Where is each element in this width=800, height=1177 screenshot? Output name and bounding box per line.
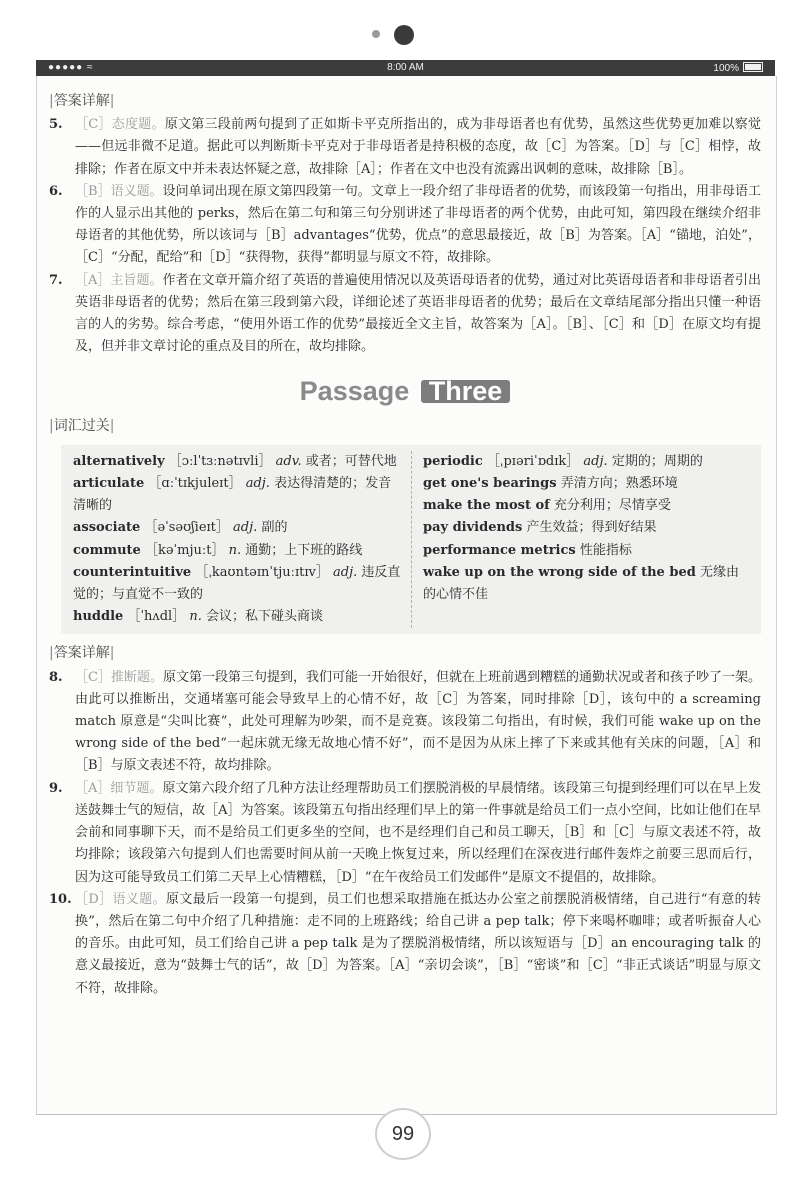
page-content bbox=[49, 90, 761, 1000]
answer-number: 10. bbox=[49, 891, 72, 907]
vocab-definition: 或者；可替代地 bbox=[305, 453, 397, 469]
vocab-word: make the most of bbox=[423, 498, 550, 514]
answers-heading-1: |答案详解| bbox=[49, 93, 115, 109]
vocab-heading: |词汇过关| bbox=[49, 417, 115, 434]
answer-text: 作者在文章开篇介绍了英语的普遍使用情况以及英语母语者的优势，通过对比英语母语者和非母语者引出英语非母语者的优势；然后在第三段到第六段，详细论述了英语非母语者的优势；最后在文章结尾部分指出只懂一种语言的人的劣势。综合考虑，“使用外语工作的优势”最接近全文主旨，故答案为［A］。［B］、［C］和［D］在原文均有提及，但并非文章讨论的重点及目的所在，故均排除。 bbox=[75, 272, 761, 355]
answer-tag: ［C］态度题。 bbox=[75, 117, 165, 133]
answer-item bbox=[49, 181, 761, 270]
answer-number: 8. bbox=[49, 669, 63, 685]
answer-number: 5. bbox=[49, 117, 63, 133]
vocab-word: wake up on the wrong side of the bed bbox=[423, 564, 696, 580]
answer-number: 7. bbox=[49, 272, 63, 288]
vocab-entry bbox=[423, 562, 751, 606]
vocab-definition: 产生效益；得到好结果 bbox=[526, 520, 657, 536]
vocab-pos: adv. bbox=[275, 453, 302, 469]
vocab-definition: 定期的；周期的 bbox=[611, 453, 703, 469]
passage-word: Passage bbox=[299, 376, 410, 407]
answer-number: 6. bbox=[49, 183, 63, 199]
vocab-definition: 通勤；上下班的路线 bbox=[245, 542, 363, 558]
vocab-entry bbox=[423, 495, 751, 517]
vocab-phonetic: ［ˌkaʊntəɪnˈtjuːɪtɪv］ bbox=[195, 564, 329, 580]
status-bar bbox=[36, 60, 775, 76]
vocab-word: get one's bearings bbox=[423, 476, 557, 492]
answer-tag: ［A］细节题。 bbox=[75, 780, 163, 796]
answers-list-1 bbox=[49, 114, 761, 358]
vocab-definition: 会议；私下碰头商谈 bbox=[206, 609, 324, 625]
answer-item bbox=[49, 778, 761, 889]
vocab-entry bbox=[73, 451, 401, 473]
answer-text: 原文第六段介绍了几种方法让经理帮助员工们摆脱消极的早晨情绪。该段第三句提到经理们可以在早上发送鼓舞士气的短信，故［A］为答案。该段第五句指出经理们早上的第一件事就是给员工们一点小空间，比如让他们在早会前和同事聊下天，而不是给员工们更多坐的空间，也不是经理们自己和员工聊天，［B］和［C］与原文表述不符，故均排除；该段第六句提到人们也需要时间从前一天晚上恢复过来，所以经理们在深夜进行邮件轰炸之前要三思而后行，因为这可能导致员工们第二天早上心情糟糕，［D］“在午夜给员工们发邮件”是原文不提倡的，故排除。 bbox=[75, 780, 761, 885]
sensor-dot bbox=[372, 30, 380, 38]
answer-text: 原文第三段前两句提到了正如斯卡平克所指出的，成为非母语者也有优势，虽然这些优势更加难以察觉——但远非微不足道。据此可以判断斯卡平克对于非母语者是持积极的态度，故［C］为答案。［D］与［C］相悖，故排除；作者在原文中并未表达怀疑之意，故排除［A］；作者在文中也没有流露出讽刺的意味，故排除［B］。 bbox=[75, 117, 761, 177]
vocab-word: pay dividends bbox=[423, 520, 523, 536]
vocab-box bbox=[61, 445, 761, 635]
answer-tag: ［D］语义题。 bbox=[75, 891, 167, 907]
vocab-definition: 弄清方向；熟悉环境 bbox=[560, 476, 678, 492]
vocab-definition: 充分利用；尽情享受 bbox=[553, 498, 671, 514]
vocab-entry bbox=[423, 517, 751, 539]
device-bezel-top bbox=[0, 0, 800, 60]
vocab-pos: adj. bbox=[245, 476, 270, 492]
vocab-word: associate bbox=[73, 520, 141, 536]
page-number: 99 bbox=[375, 1108, 431, 1160]
vocab-word: alternatively bbox=[73, 453, 165, 469]
camera-icon bbox=[394, 25, 414, 45]
vocab-definition: 副的 bbox=[261, 520, 288, 536]
vocab-definition: 性能指标 bbox=[579, 542, 632, 558]
vocab-entry bbox=[423, 540, 751, 562]
vocab-entry bbox=[73, 473, 401, 517]
passage-title bbox=[49, 376, 761, 407]
answer-tag: ［C］推断题。 bbox=[75, 669, 163, 685]
vocab-entry bbox=[73, 540, 401, 562]
vocab-pos: adj. bbox=[233, 520, 258, 536]
answer-item bbox=[49, 114, 761, 181]
passage-number: Three bbox=[421, 380, 511, 402]
vocab-pos: adj. bbox=[333, 564, 358, 580]
answers-heading-2: |答案详解| bbox=[49, 645, 115, 662]
answer-item bbox=[49, 667, 761, 778]
vocab-phonetic: ［əˈsəʊʃieɪt］ bbox=[144, 520, 229, 536]
answer-item bbox=[49, 889, 761, 1000]
battery-icon bbox=[743, 62, 763, 72]
vocab-entry bbox=[423, 451, 751, 473]
vocab-word: performance metrics bbox=[423, 542, 576, 558]
vocab-definition: 无缘由的心情不佳 bbox=[423, 564, 739, 603]
signal-indicator: ●●●●● ≈ bbox=[48, 62, 94, 73]
vocab-word: commute bbox=[73, 542, 141, 558]
vocab-phonetic: ［kəˈmjuːt］ bbox=[144, 542, 225, 558]
battery-indicator bbox=[713, 62, 763, 74]
answers-list-2 bbox=[49, 667, 761, 1000]
vocab-pos: adj. bbox=[583, 453, 608, 469]
vocab-definition: 表达得清楚的；发音清晰的 bbox=[73, 476, 392, 514]
vocab-entry bbox=[73, 517, 401, 539]
answer-item bbox=[49, 270, 761, 359]
vocab-phonetic: ［ɔːlˈtɜːnətɪvli］ bbox=[168, 453, 272, 469]
vocab-word: huddle bbox=[73, 609, 124, 625]
vocab-column-left bbox=[61, 451, 411, 629]
vocab-pos: n. bbox=[189, 609, 202, 625]
vocab-entry bbox=[423, 473, 751, 495]
answer-text: 设问单词出现在原文第四段第一句。文章上一段介绍了非母语者的优势，而该段第一句指出，用非母语工作的人显示出其他的 perks，然后在第二句和第三句分别讲述了非母语者的两个优势，由此可知，第四段在继续介绍非母语者的其他优势，所以该词与［B］advantages“优势，优点”的意思最接近，故［B］为答案。［A］“锚地，泊处”，［C］“分配，配给”和［D］“获得物，获得”都明显与原文不符，故排除。 bbox=[75, 183, 761, 266]
answer-text: 原文最后一段第一句提到，员工们也想采取措施在抵达办公室之前摆脱消极情绪，自己进行“有意的转换”，然后在第二句中介绍了几种措施：走不同的上班路线；给自己讲 a pep talk；停下来喝杯咖啡；或者听振奋人心的音乐。由此可知，员工们给自己讲 a pep talk 是为了摆脱消极情绪，所以该短语与［D］an encouraging talk 的意义最接近，意为“鼓舞士气的话”，故［D］为答案。［A］“亲切会谈”，［B］“密谈”和［C］“非正式谈话”明显与原文不符，故排除。 bbox=[75, 891, 761, 996]
answer-number: 9. bbox=[49, 780, 63, 796]
vocab-definition: 违反直觉的；与直觉不一致的 bbox=[73, 564, 401, 603]
vocab-pos: n. bbox=[228, 542, 242, 558]
battery-percent: 100% bbox=[713, 63, 739, 74]
status-time: 8:00 AM bbox=[387, 62, 424, 73]
vocab-column-right bbox=[411, 451, 761, 629]
vocab-phonetic: ［ɑːˈtɪkjuleɪt］ bbox=[148, 476, 242, 492]
vocab-word: periodic bbox=[423, 453, 483, 469]
vocab-word: articulate bbox=[73, 476, 145, 492]
answer-text: 原文第一段第三句提到，我们可能一开始很好，但就在上班前遇到糟糕的通勤状况或者和孩子吵了一架。由此可以推断出，交通堵塞可能会导致早上的心情不好，故［C］为答案，同时排除［D］，该句中的 a screaming match 原意是“尖叫比赛”，此处可理解为吵架，而不是竞赛。该段第二句指出，有时候，我们可能 wake up on the wrong side of the bed“一起床就无缘无故地心情不好”，而不是因为从床上摔了下来或其他有关床的问题，［A］和［B］与原文表述不符，故均排除。 bbox=[75, 669, 761, 774]
book-page bbox=[36, 76, 777, 1115]
vocab-divider bbox=[411, 451, 412, 629]
answer-tag: ［A］主旨题。 bbox=[75, 272, 163, 288]
vocab-entry bbox=[73, 562, 401, 606]
vocab-phonetic: ［ˌpɪəriˈɒdɪk］ bbox=[486, 453, 580, 469]
vocab-phonetic: ［ˈhʌdl］ bbox=[127, 609, 186, 625]
vocab-entry bbox=[73, 606, 401, 628]
vocab-word: counterintuitive bbox=[73, 564, 192, 580]
answer-tag: ［B］语义题。 bbox=[75, 183, 163, 199]
